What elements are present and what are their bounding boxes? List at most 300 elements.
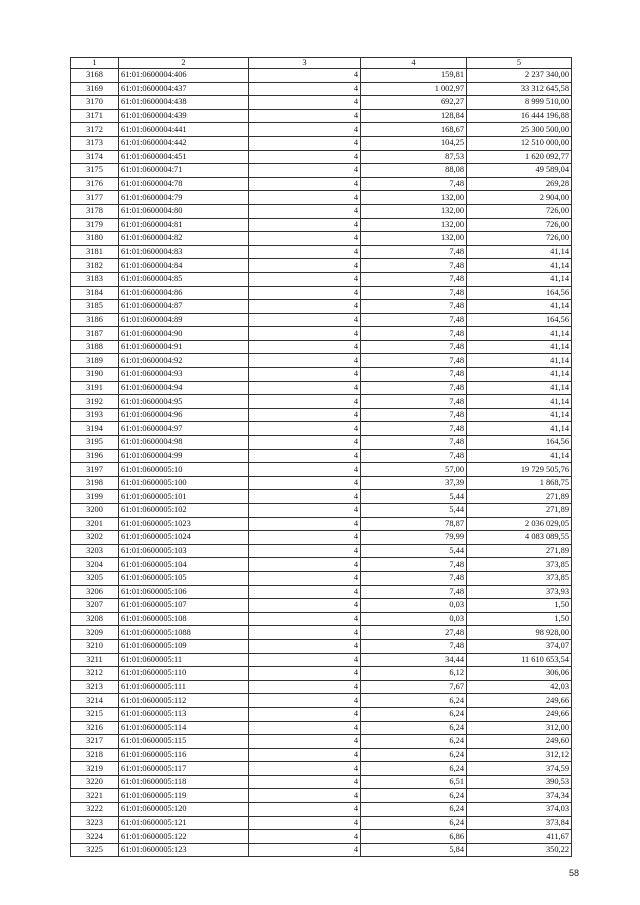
- row-number-cell: 3183: [71, 272, 119, 286]
- value-cell: 373,93: [467, 585, 572, 599]
- value-cell: 41,14: [467, 259, 572, 273]
- cadastral-number-cell: 61:01:0600004:437: [119, 82, 249, 96]
- category-cell: 4: [249, 626, 361, 640]
- category-cell: 4: [249, 558, 361, 572]
- row-number-cell: 3172: [71, 123, 119, 137]
- area-cell: 7,48: [361, 245, 467, 259]
- row-number-cell: 3179: [71, 218, 119, 232]
- row-number-cell: 3180: [71, 232, 119, 246]
- value-cell: 312,12: [467, 748, 572, 762]
- area-cell: 132,00: [361, 232, 467, 246]
- value-cell: 306,06: [467, 667, 572, 681]
- row-number-cell: 3184: [71, 286, 119, 300]
- area-cell: 7,48: [361, 449, 467, 463]
- table-header: [71, 58, 572, 69]
- row-number-cell: 3206: [71, 585, 119, 599]
- cadastral-number-cell: 61:01:0600004:98: [119, 436, 249, 450]
- row-number-cell: 3201: [71, 517, 119, 531]
- area-cell: 132,00: [361, 191, 467, 205]
- row-number-cell: 3197: [71, 463, 119, 477]
- area-cell: 5,44: [361, 504, 467, 518]
- value-cell: 164,56: [467, 436, 572, 450]
- area-cell: 6,86: [361, 830, 467, 844]
- table-row: [71, 408, 572, 422]
- category-cell: 4: [249, 340, 361, 354]
- area-cell: 7,48: [361, 571, 467, 585]
- area-cell: 168,67: [361, 123, 467, 137]
- table-row: [71, 544, 572, 558]
- column-header-3: 3: [249, 58, 361, 69]
- area-cell: 6,24: [361, 789, 467, 803]
- cadastral-number-cell: 61:01:0600005:120: [119, 803, 249, 817]
- category-cell: 4: [249, 830, 361, 844]
- category-cell: 4: [249, 150, 361, 164]
- category-cell: 4: [249, 531, 361, 545]
- area-cell: 7,48: [361, 259, 467, 273]
- category-cell: 4: [249, 585, 361, 599]
- row-number-cell: 3191: [71, 381, 119, 395]
- row-number-cell: 3205: [71, 571, 119, 585]
- area-cell: 7,48: [361, 368, 467, 382]
- row-number-cell: 3211: [71, 653, 119, 667]
- row-number-cell: 3169: [71, 82, 119, 96]
- area-cell: 692,27: [361, 96, 467, 110]
- table-row: [71, 667, 572, 681]
- cadastral-number-cell: 61:01:0600005:102: [119, 504, 249, 518]
- table-row: [71, 354, 572, 368]
- value-cell: 373,84: [467, 816, 572, 830]
- row-number-cell: 3175: [71, 164, 119, 178]
- area-cell: 88,08: [361, 164, 467, 178]
- cadastral-number-cell: 61:01:0600004:94: [119, 381, 249, 395]
- table-row: [71, 191, 572, 205]
- area-cell: 7,48: [361, 558, 467, 572]
- category-cell: 4: [249, 313, 361, 327]
- table-row: [71, 680, 572, 694]
- value-cell: 271,89: [467, 490, 572, 504]
- cadastral-number-cell: 61:01:0600004:406: [119, 69, 249, 83]
- area-cell: 5,44: [361, 490, 467, 504]
- row-number-cell: 3202: [71, 531, 119, 545]
- cadastral-number-cell: 61:01:0600005:112: [119, 694, 249, 708]
- category-cell: 4: [249, 571, 361, 585]
- category-cell: 4: [249, 327, 361, 341]
- category-cell: 4: [249, 735, 361, 749]
- area-cell: 7,48: [361, 313, 467, 327]
- area-cell: 7,48: [361, 300, 467, 314]
- category-cell: 4: [249, 476, 361, 490]
- category-cell: 4: [249, 449, 361, 463]
- category-cell: 4: [249, 463, 361, 477]
- row-number-cell: 3187: [71, 327, 119, 341]
- cadastral-number-cell: 61:01:0600004:81: [119, 218, 249, 232]
- category-cell: 4: [249, 109, 361, 123]
- table-row: [71, 694, 572, 708]
- row-number-cell: 3174: [71, 150, 119, 164]
- value-cell: 411,67: [467, 830, 572, 844]
- value-cell: 41,14: [467, 340, 572, 354]
- row-number-cell: 3178: [71, 204, 119, 218]
- row-number-cell: 3171: [71, 109, 119, 123]
- area-cell: 37,39: [361, 476, 467, 490]
- cadastral-number-cell: 61:01:0600004:96: [119, 408, 249, 422]
- category-cell: 4: [249, 177, 361, 191]
- cadastral-number-cell: 61:01:0600005:1023: [119, 517, 249, 531]
- category-cell: 4: [249, 748, 361, 762]
- table-row: [71, 585, 572, 599]
- row-number-cell: 3218: [71, 748, 119, 762]
- category-cell: 4: [249, 803, 361, 817]
- area-cell: 6,51: [361, 775, 467, 789]
- category-cell: 4: [249, 69, 361, 83]
- category-cell: 4: [249, 490, 361, 504]
- area-cell: 57,00: [361, 463, 467, 477]
- table-row: [71, 164, 572, 178]
- row-number-cell: 3223: [71, 816, 119, 830]
- value-cell: 374,34: [467, 789, 572, 803]
- value-cell: 41,14: [467, 354, 572, 368]
- row-number-cell: 3220: [71, 775, 119, 789]
- category-cell: 4: [249, 667, 361, 681]
- table-row: [71, 313, 572, 327]
- row-number-cell: 3208: [71, 612, 119, 626]
- value-cell: 249,66: [467, 707, 572, 721]
- value-cell: 41,14: [467, 368, 572, 382]
- table-row: [71, 327, 572, 341]
- table-row: [71, 762, 572, 776]
- category-cell: 4: [249, 680, 361, 694]
- cadastral-number-cell: 61:01:0600004:87: [119, 300, 249, 314]
- table-row: [71, 830, 572, 844]
- cadastral-number-cell: 61:01:0600005:101: [119, 490, 249, 504]
- table-row: [71, 218, 572, 232]
- area-cell: 5,84: [361, 843, 467, 857]
- row-number-cell: 3221: [71, 789, 119, 803]
- table-row: [71, 368, 572, 382]
- cadastral-number-cell: 61:01:0600004:80: [119, 204, 249, 218]
- value-cell: 41,14: [467, 245, 572, 259]
- area-cell: 79,99: [361, 531, 467, 545]
- table-row: [71, 272, 572, 286]
- table-row: [71, 204, 572, 218]
- area-cell: 7,48: [361, 408, 467, 422]
- cadastral-number-cell: 61:01:0600005:11: [119, 653, 249, 667]
- value-cell: 41,14: [467, 381, 572, 395]
- table-row: [71, 422, 572, 436]
- row-number-cell: 3213: [71, 680, 119, 694]
- cadastral-number-cell: 61:01:0600005:104: [119, 558, 249, 572]
- table-row: [71, 721, 572, 735]
- category-cell: 4: [249, 721, 361, 735]
- category-cell: 4: [249, 504, 361, 518]
- cadastral-number-cell: 61:01:0600004:78: [119, 177, 249, 191]
- row-number-cell: 3212: [71, 667, 119, 681]
- table-row: [71, 789, 572, 803]
- table-row: [71, 843, 572, 857]
- row-number-cell: 3207: [71, 599, 119, 613]
- cadastral-number-cell: 61:01:0600005:115: [119, 735, 249, 749]
- value-cell: 1 620 092,77: [467, 150, 572, 164]
- row-number-cell: 3190: [71, 368, 119, 382]
- row-number-cell: 3210: [71, 639, 119, 653]
- row-number-cell: 3186: [71, 313, 119, 327]
- area-cell: 6,24: [361, 694, 467, 708]
- table-row: [71, 150, 572, 164]
- cadastral-number-cell: 61:01:0600004:90: [119, 327, 249, 341]
- value-cell: 25 300 500,00: [467, 123, 572, 137]
- value-cell: 373,85: [467, 571, 572, 585]
- table-row: [71, 490, 572, 504]
- cadastral-number-cell: 61:01:0600005:106: [119, 585, 249, 599]
- table-row: [71, 259, 572, 273]
- area-cell: 6,12: [361, 667, 467, 681]
- category-cell: 4: [249, 395, 361, 409]
- value-cell: 41,14: [467, 395, 572, 409]
- table-row: [71, 395, 572, 409]
- row-number-cell: 3217: [71, 735, 119, 749]
- cadastral-number-cell: 61:01:0600004:438: [119, 96, 249, 110]
- category-cell: 4: [249, 123, 361, 137]
- category-cell: 4: [249, 816, 361, 830]
- area-cell: 7,48: [361, 436, 467, 450]
- row-number-cell: 3214: [71, 694, 119, 708]
- category-cell: 4: [249, 259, 361, 273]
- area-cell: 6,24: [361, 735, 467, 749]
- value-cell: 269,28: [467, 177, 572, 191]
- value-cell: 11 610 653,54: [467, 653, 572, 667]
- value-cell: 8 999 510,00: [467, 96, 572, 110]
- category-cell: 4: [249, 789, 361, 803]
- cadastral-number-cell: 61:01:0600005:1024: [119, 531, 249, 545]
- area-cell: 0,03: [361, 612, 467, 626]
- value-cell: 41,14: [467, 272, 572, 286]
- value-cell: 98 928,00: [467, 626, 572, 640]
- value-cell: 726,00: [467, 204, 572, 218]
- row-number-cell: 3219: [71, 762, 119, 776]
- table-row: [71, 571, 572, 585]
- cadastral-number-cell: 61:01:0600005:111: [119, 680, 249, 694]
- category-cell: 4: [249, 612, 361, 626]
- cadastral-number-cell: 61:01:0600005:117: [119, 762, 249, 776]
- cadastral-number-cell: 61:01:0600004:82: [119, 232, 249, 246]
- cadastral-number-cell: 61:01:0600004:95: [119, 395, 249, 409]
- table-row: [71, 436, 572, 450]
- area-cell: 7,48: [361, 422, 467, 436]
- value-cell: 1,50: [467, 612, 572, 626]
- row-number-cell: 3192: [71, 395, 119, 409]
- value-cell: 16 444 196,88: [467, 109, 572, 123]
- cadastral-number-cell: 61:01:0600004:439: [119, 109, 249, 123]
- table-row: [71, 340, 572, 354]
- category-cell: 4: [249, 762, 361, 776]
- table-row: [71, 69, 572, 83]
- value-cell: 12 510 000,00: [467, 136, 572, 150]
- value-cell: 271,89: [467, 544, 572, 558]
- table-row: [71, 82, 572, 96]
- value-cell: 49 589,04: [467, 164, 572, 178]
- cadastral-number-cell: 61:01:0600004:79: [119, 191, 249, 205]
- table-row: [71, 816, 572, 830]
- cadastral-table: [70, 57, 572, 857]
- table-row: [71, 286, 572, 300]
- cadastral-number-cell: 61:01:0600004:99: [119, 449, 249, 463]
- column-header-4: 4: [361, 58, 467, 69]
- area-cell: 7,48: [361, 272, 467, 286]
- column-header-2: 2: [119, 58, 249, 69]
- category-cell: 4: [249, 272, 361, 286]
- category-cell: 4: [249, 775, 361, 789]
- cadastral-number-cell: 61:01:0600005:110: [119, 667, 249, 681]
- value-cell: 41,14: [467, 408, 572, 422]
- cadastral-number-cell: 61:01:0600004:89: [119, 313, 249, 327]
- category-cell: 4: [249, 408, 361, 422]
- area-cell: 7,67: [361, 680, 467, 694]
- table-row: [71, 612, 572, 626]
- area-cell: 6,24: [361, 721, 467, 735]
- value-cell: 374,07: [467, 639, 572, 653]
- category-cell: 4: [249, 245, 361, 259]
- row-number-cell: 3173: [71, 136, 119, 150]
- row-number-cell: 3170: [71, 96, 119, 110]
- row-number-cell: 3224: [71, 830, 119, 844]
- row-number-cell: 3188: [71, 340, 119, 354]
- table-row: [71, 300, 572, 314]
- category-cell: 4: [249, 653, 361, 667]
- table-row: [71, 626, 572, 640]
- value-cell: 164,56: [467, 313, 572, 327]
- table-row: [71, 123, 572, 137]
- value-cell: 2 904,00: [467, 191, 572, 205]
- area-cell: 5,44: [361, 544, 467, 558]
- cadastral-number-cell: 61:01:0600005:108: [119, 612, 249, 626]
- category-cell: 4: [249, 82, 361, 96]
- table-row: [71, 449, 572, 463]
- table-row: [71, 748, 572, 762]
- row-number-cell: 3199: [71, 490, 119, 504]
- cadastral-number-cell: 61:01:0600005:114: [119, 721, 249, 735]
- cadastral-number-cell: 61:01:0600004:93: [119, 368, 249, 382]
- table-row: [71, 775, 572, 789]
- table-row: [71, 381, 572, 395]
- cadastral-number-cell: 61:01:0600004:441: [119, 123, 249, 137]
- value-cell: 33 312 645,58: [467, 82, 572, 96]
- table-body: [71, 69, 572, 857]
- row-number-cell: 3209: [71, 626, 119, 640]
- area-cell: 7,48: [361, 395, 467, 409]
- area-cell: 7,48: [361, 177, 467, 191]
- table-row: [71, 653, 572, 667]
- header-row: [71, 58, 572, 69]
- category-cell: 4: [249, 639, 361, 653]
- table-row: [71, 232, 572, 246]
- category-cell: 4: [249, 354, 361, 368]
- row-number-cell: 3195: [71, 436, 119, 450]
- category-cell: 4: [249, 599, 361, 613]
- table-row: [71, 177, 572, 191]
- cadastral-number-cell: 61:01:0600004:97: [119, 422, 249, 436]
- value-cell: 312,00: [467, 721, 572, 735]
- table-row: [71, 109, 572, 123]
- value-cell: 164,56: [467, 286, 572, 300]
- area-cell: 132,00: [361, 218, 467, 232]
- area-cell: 7,48: [361, 381, 467, 395]
- cadastral-number-cell: 61:01:0600004:84: [119, 259, 249, 273]
- cadastral-number-cell: 61:01:0600005:105: [119, 571, 249, 585]
- page-number: 58: [569, 868, 580, 878]
- value-cell: 41,14: [467, 300, 572, 314]
- cadastral-number-cell: 61:01:0600005:100: [119, 476, 249, 490]
- area-cell: 78,87: [361, 517, 467, 531]
- area-cell: 6,24: [361, 803, 467, 817]
- row-number-cell: 3168: [71, 69, 119, 83]
- table-row: [71, 803, 572, 817]
- value-cell: 726,00: [467, 218, 572, 232]
- category-cell: 4: [249, 136, 361, 150]
- area-cell: 104,25: [361, 136, 467, 150]
- value-cell: 271,89: [467, 504, 572, 518]
- table-row: [71, 599, 572, 613]
- value-cell: 373,85: [467, 558, 572, 572]
- value-cell: 374,03: [467, 803, 572, 817]
- value-cell: 726,00: [467, 232, 572, 246]
- value-cell: 249,60: [467, 735, 572, 749]
- row-number-cell: 3204: [71, 558, 119, 572]
- value-cell: 249,66: [467, 694, 572, 708]
- row-number-cell: 3181: [71, 245, 119, 259]
- row-number-cell: 3182: [71, 259, 119, 273]
- cadastral-number-cell: 61:01:0600004:85: [119, 272, 249, 286]
- value-cell: 41,14: [467, 327, 572, 341]
- area-cell: 7,48: [361, 639, 467, 653]
- row-number-cell: 3185: [71, 300, 119, 314]
- row-number-cell: 3194: [71, 422, 119, 436]
- category-cell: 4: [249, 300, 361, 314]
- value-cell: 1 868,75: [467, 476, 572, 490]
- category-cell: 4: [249, 164, 361, 178]
- category-cell: 4: [249, 843, 361, 857]
- row-number-cell: 3216: [71, 721, 119, 735]
- value-cell: 2 036 029,05: [467, 517, 572, 531]
- value-cell: 41,14: [467, 449, 572, 463]
- category-cell: 4: [249, 707, 361, 721]
- category-cell: 4: [249, 517, 361, 531]
- value-cell: 42,03: [467, 680, 572, 694]
- cadastral-number-cell: 61:01:0600004:451: [119, 150, 249, 164]
- area-cell: 0,03: [361, 599, 467, 613]
- value-cell: 1,50: [467, 599, 572, 613]
- area-cell: 7,48: [361, 340, 467, 354]
- cadastral-number-cell: 61:01:0600004:91: [119, 340, 249, 354]
- value-cell: 41,14: [467, 422, 572, 436]
- cadastral-number-cell: 61:01:0600005:121: [119, 816, 249, 830]
- category-cell: 4: [249, 218, 361, 232]
- value-cell: 350,22: [467, 843, 572, 857]
- cadastral-number-cell: 61:01:0600004:86: [119, 286, 249, 300]
- cadastral-number-cell: 61:01:0600005:113: [119, 707, 249, 721]
- area-cell: 7,48: [361, 585, 467, 599]
- cadastral-number-cell: 61:01:0600005:109: [119, 639, 249, 653]
- value-cell: 19 729 505,76: [467, 463, 572, 477]
- row-number-cell: 3215: [71, 707, 119, 721]
- value-cell: 390,53: [467, 775, 572, 789]
- area-cell: 6,24: [361, 816, 467, 830]
- cadastral-number-cell: 61:01:0600004:442: [119, 136, 249, 150]
- category-cell: 4: [249, 204, 361, 218]
- area-cell: 34,44: [361, 653, 467, 667]
- row-number-cell: 3176: [71, 177, 119, 191]
- table-row: [71, 707, 572, 721]
- row-number-cell: 3196: [71, 449, 119, 463]
